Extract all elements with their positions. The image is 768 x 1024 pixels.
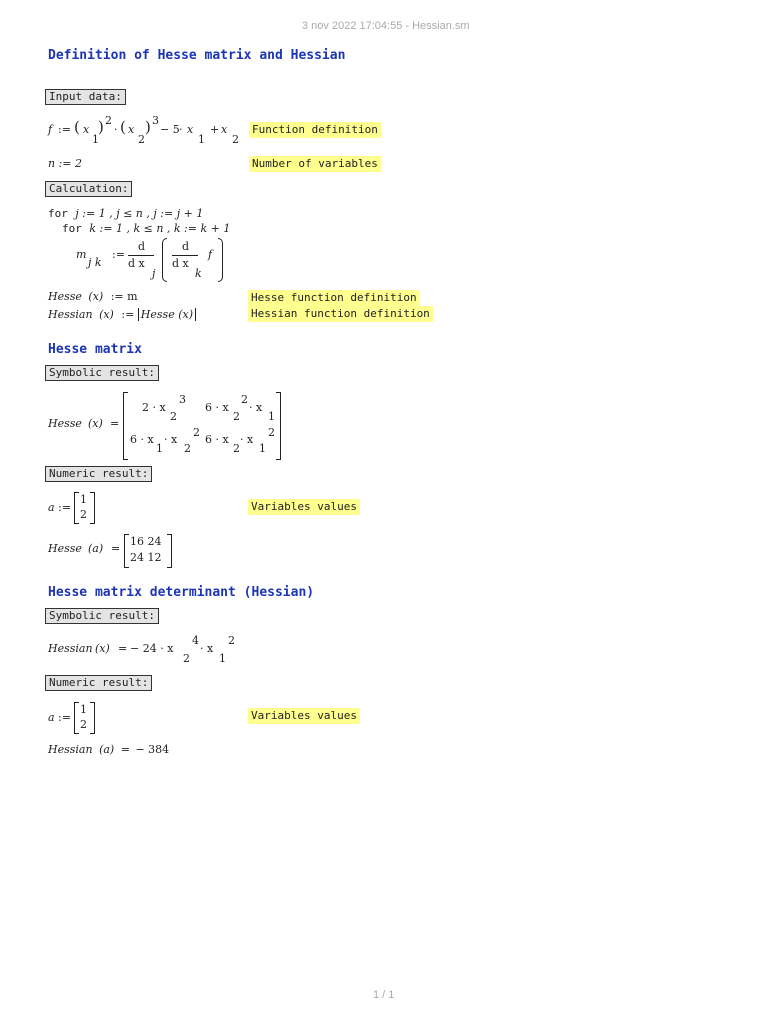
hessian-definition-expression: Hessian (x) := Hesse (x): [48, 308, 196, 322]
note-variables-values-1: Variables values: [248, 499, 360, 515]
variables-vector-2: a := 1 2: [48, 702, 108, 734]
note-hessian-function-definition: Hessian function definition: [248, 306, 433, 322]
note-hesse-function-definition: Hesse function definition: [248, 290, 420, 306]
second-derivative-expression: m j k := d d x j d d x k f: [76, 238, 236, 284]
page-number: 1 / 1: [373, 989, 395, 1001]
variables-vector-1: a := 1 2: [48, 492, 108, 524]
variables-count-expression: n := 2: [48, 157, 82, 170]
inner-loop: for k := 1 , k ≤ n , k := k + 1: [62, 222, 231, 235]
hesse-symbolic-result: Hesse (x) = 2 · x 2 3 6 · x 2 2 · x 1 6 · x 1 · x 2 2 6 · x 2 · x 1 2: [48, 390, 288, 462]
section-title-definition: Definition of Hesse matrix and Hessian: [48, 48, 346, 63]
outer-loop: for j := 1 , j ≤ n , j := j + 1: [48, 207, 204, 220]
hesse-definition-expression: Hesse (x) := m: [48, 290, 138, 303]
hesse-numeric-result: Hesse (a) = 16 24 24 12: [48, 534, 188, 568]
symbolic-result-label-2: Symbolic result:: [45, 608, 159, 624]
calculation-label: Calculation:: [45, 181, 132, 197]
note-function-definition: Function definition: [249, 122, 381, 138]
hessian-symbolic-result: Hessian (x) = − 24 · x 2 4 · x 1 2: [48, 634, 235, 665]
input-data-label: Input data:: [45, 89, 126, 105]
symbolic-result-label-1: Symbolic result:: [45, 365, 159, 381]
page-header: 3 nov 2022 17:04:55 - Hessian.sm: [302, 20, 470, 32]
function-definition-expression: f := ( x 1 ) 2 · ( x 2 ) 3 − 5 · x 1 + x 2: [48, 114, 239, 146]
numeric-result-label-2: Numeric result:: [45, 675, 152, 691]
note-number-of-variables: Number of variables: [249, 156, 381, 172]
section-title-hessian: Hesse matrix determinant (Hessian): [48, 585, 315, 600]
note-variables-values-2: Variables values: [248, 708, 360, 724]
hessian-numeric-result: Hessian (a) = − 384: [48, 743, 170, 756]
section-title-hesse-matrix: Hesse matrix: [48, 342, 142, 357]
numeric-result-label-1: Numeric result:: [45, 466, 152, 482]
